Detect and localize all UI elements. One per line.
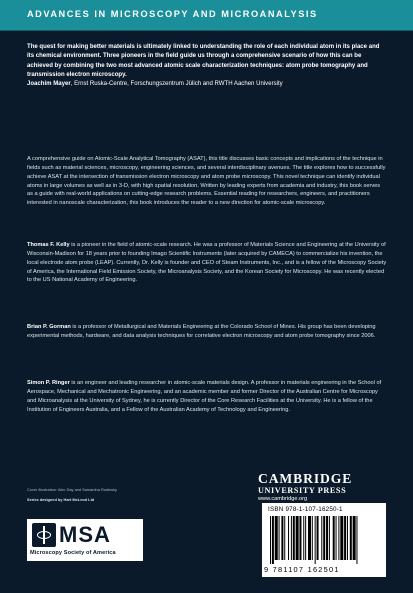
series-banner bbox=[0, 0, 413, 31]
endorsement-quote: The quest for making better materials is ultimately linked to understanding the role of each individual atom in its place and its chemical environment. Three pioneers in the field guide us through a comprehensive scenario of how this can be achieved by combining the two most advanced atomic scale characterization techniques: atom probe tomography and transmission electron microscopy. bbox=[27, 44, 380, 78]
msa-logo-name: Microscopy Society of America bbox=[30, 550, 116, 556]
endorsement-attribution bbox=[27, 80, 387, 89]
author-bio-text: is an engineer and leading researcher in atomic-scale materials design. A professor in materials engineering in the School of Aerospace, Mechanical and Mechatronic Engineering, and an academic member and former Director of the Australian Centre for Microscopy and Microanalysis at the University of Sydney, he is currently Director of the Core Research Facilities at the University. He is a fellow of the Institution of Engineers Australia, and a Fellow of the Australian Academy of Technology and Engineering. bbox=[27, 380, 382, 413]
msa-logo-letters: MSA bbox=[59, 522, 111, 547]
isbn-barcode bbox=[262, 503, 386, 577]
author-name: Thomas F. Kelly bbox=[27, 242, 70, 248]
barcode-icon bbox=[270, 516, 378, 564]
publisher-url: www.cambridge.org bbox=[258, 496, 308, 502]
series-design-credit: Series designed by Hart McLeod Ltd bbox=[27, 497, 95, 502]
publisher-block bbox=[258, 472, 388, 503]
author-name: Simon P. Ringer bbox=[27, 380, 70, 386]
endorser-affiliation: , Ernst Ruska-Centre, Forschungszentrum Jülich and RWTH Aachen University bbox=[70, 81, 283, 88]
cover-illustration-credit: Cover illustration: Alec Day and Samantha Rudinsky bbox=[27, 487, 117, 492]
microscope-icon bbox=[32, 523, 56, 547]
author-bio-ringer bbox=[27, 379, 387, 414]
author-name: Brian P. Gorman bbox=[27, 324, 71, 330]
author-bio-text: is a professor of Metallurgical and Materials Engineering at the Colorado School of Mines. His group has been developing experimental methods, hardware, and data analysis techniques for correlative electron microscopy and atom probe tomography since 2006. bbox=[27, 324, 376, 339]
author-bio-kelly bbox=[27, 241, 387, 285]
msa-logo bbox=[27, 519, 143, 561]
author-bio-gorman bbox=[27, 323, 387, 341]
isbn-text: ISBN 978-1-107-16250-1 bbox=[268, 506, 343, 513]
author-bio-text: is a pioneer in the field of atomic-scale research. He was a professor of Materials Science and Engineering at the University of Wisconsin-Madison for 18 years prior to founding Imago Scientific Instruments (later acquired by CAMECA) to commercialize his invention, the local electrode atom probe (LEAP). Currently, Dr. Kelly is founder and CEO of Steam Instruments, Inc., and is a fellow of the Microscopy Society of America, the International Field Emission Society, the Microanalysis Society, and the Korean Society for Microscopy. He was recently elected to the US National Academy of Engineering. bbox=[27, 242, 387, 284]
endorsement bbox=[27, 43, 387, 89]
series-title: ADVANCES IN MICROSCOPY AND MICROANALYSIS bbox=[27, 9, 318, 19]
endorser-name: Joachim Mayer bbox=[27, 81, 71, 88]
publisher-name: CAMBRIDGE bbox=[258, 471, 353, 486]
publisher-press: UNIVERSITY PRESS bbox=[258, 486, 347, 495]
book-description: A comprehensive guide on Atomic-Scale Analytical Tomography (ASAT), this title discusses basic concepts and implications of the technique in fields such as material sciences, microscopy, engineering sciences, and several interdisciplinary avenues. The title explores how to successfully achieve ASAT at the intersection of transmission electron microscopy and atom probe microscopy. This novel technique can identify individual atoms in large volumes as well as in 3-D, with high spatial resolution. Written by leading experts from academia and industry, this book serves as a guide with real-world applications on cutting-edge research problems. Essential reading for researchers, engineers, and practitioners interested in nanoscale characterization, this book introduces the reader to a new direction for atomic-scale microscopy. bbox=[27, 156, 386, 207]
barcode-digits: 9 781107 162501 bbox=[264, 565, 340, 574]
